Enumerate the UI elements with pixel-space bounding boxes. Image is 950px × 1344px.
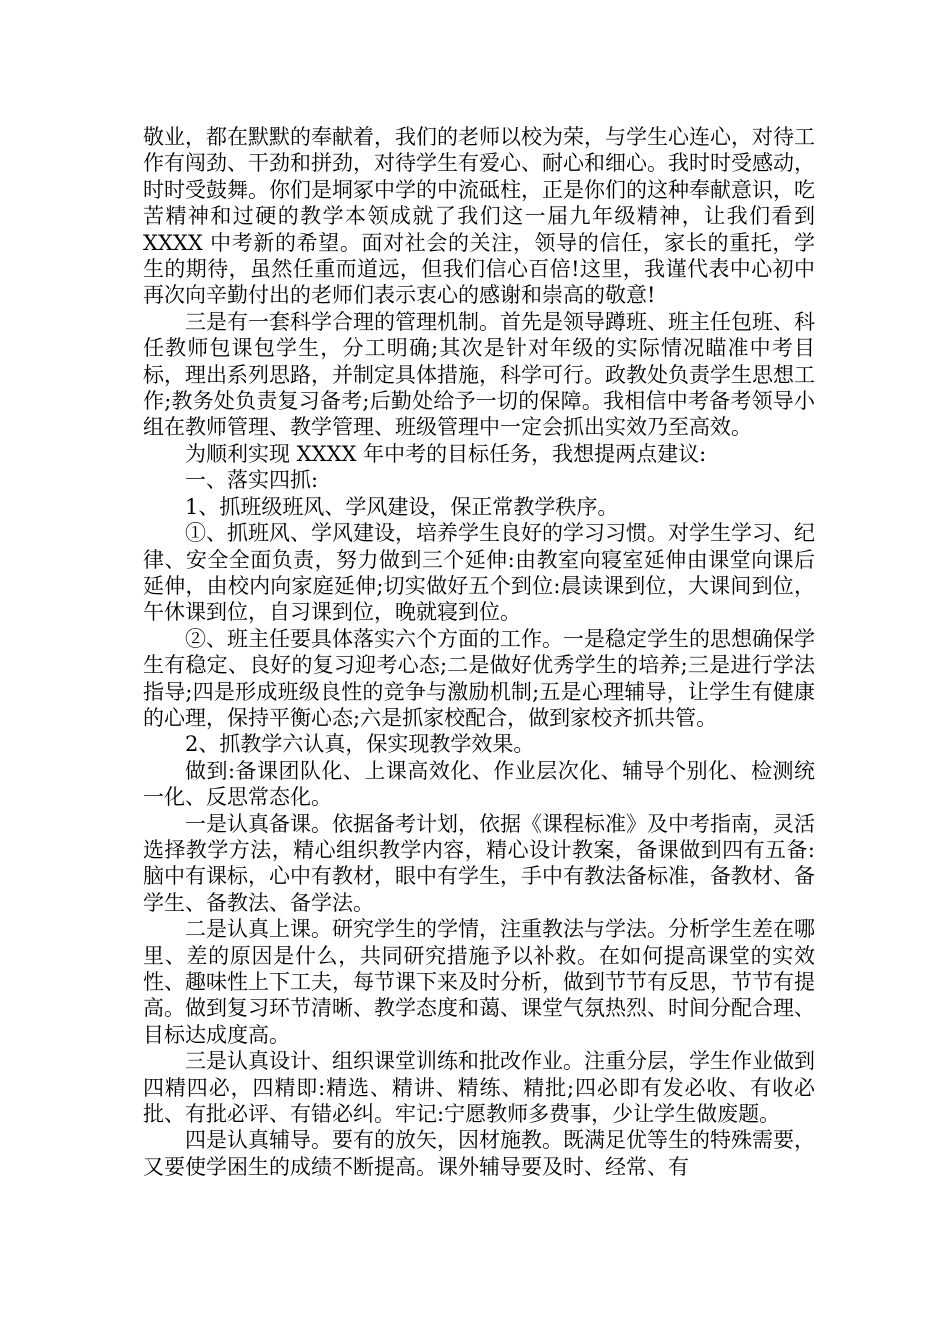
document-body [143, 124, 815, 1180]
heading-four-focuses: 一、落实四抓: [185, 468, 319, 493]
paragraph-suggestions-intro: 为顺利实现 XXXX 年中考的目标任务，我想提两点建议: [185, 441, 707, 466]
paragraph-achieve: 做到:备课团队化、上课高效化、作业层次化、辅导个别化、检测统一化、反思常态化。 [143, 758, 815, 810]
paragraph-lesson-preparation: 一是认真备课。依据备考计划，依据《课程标准》及中考指南，灵活选择教学方法，精心组织教学内容，精心设计教案，备课做到四有五备:脑中有课标，心中有教材，眼中有学生，手中有教法备标准，备教材、备学生、备教法、备学法。 [143, 811, 815, 915]
paragraph-dedication: 敬业，都在默默的奉献着，我们的老师以校为荣，与学生心连心，对待工作有闯劲、干劲和拼劲，对待学生有爱心、耐心和细心。我时时受感动，时时受鼓舞。你们是垌冢中学的中流砥柱，正是你们的这种奉献意识，吃苦精神和过硬的教学本领成就了我们这一届九年级精神，让我们看到 XXXX 中考新的希望。面对社会的关注，领导的信任，家长的重托，学生的期待，虽然任重而道远，但我们信心百倍!这里，我谨代表中心初中再次向辛勤付出的老师们表示衷心的感谢和崇高的敬意! [143, 125, 815, 308]
paragraph-homework: 三是认真设计、组织课堂训练和批改作业。注重分层，学生作业做到四精四必，四精即:精选、精讲、精练、精批;四必即有发必收、有收必批、有批必评、有错必纠。牢记:宁愿教师多费事，少让学生做废题。 [143, 1049, 815, 1127]
paragraph-teaching-class: 二是认真上课。研究学生的学情，注重教法与学法。分析学生差在哪里、差的原因是什么，共同研究措施予以补救。在如何提高课堂的实效性、趣味性上下工夫，每节课下来及时分析，做到节节有反思，节节有提高。做到复习环节清晰、教学态度和蔼、课堂气氛热烈、时间分配合理、目标达成度高。 [143, 917, 815, 1047]
paragraph-head-teacher-tasks: ②、班主任要具体落实六个方面的工作。一是稳定学生的思想确保学生有稳定、良好的复习迎考心态;二是做好优秀学生的培养;三是进行学法指导;四是形成班级良性的竞争与激励机制;五是心理辅导，让学生有健康的心理，保持平衡心态;六是抓家校配合，做到家校齐抓共管。 [143, 626, 815, 730]
paragraph-study-habits: ①、抓班风、学风建设，培养学生良好的学习习惯。对学生学习、纪律、安全全面负责，努力做到三个延伸:由教室向寝室延伸由课堂向课后延伸，由校内向家庭延伸;切实做好五个到位:晨读课到位，大课间到位，午休课到位，自习课到位，晚就寝到位。 [143, 521, 815, 625]
heading-six-earnest: 2、抓教学六认真，保实现教学效果。 [185, 732, 535, 757]
heading-class-style: 1、抓班级班风、学风建设，保正常教学秩序。 [185, 494, 619, 519]
paragraph-tutoring: 四是认真辅导。要有的放矢，因材施教。既满足优等生的特殊需要，又要使学困生的成绩不断提高。课外辅导要及时、经常、有 [143, 1128, 815, 1179]
paragraph-management-mechanism: 三是有一套科学合理的管理机制。首先是领导蹲班、班主任包班、科任教师包课包学生，分工明确;其次是针对年级的实际情况瞄准中考目标，理出系列思路，并制定具体措施，科学可行。政教处负责学生思想工作;教务处负责复习备考;后勤处给予一切的保障。我相信中考备考领导小组在教师管理、教学管理、班级管理中一定会抓出实效乃至高效。 [143, 309, 815, 440]
